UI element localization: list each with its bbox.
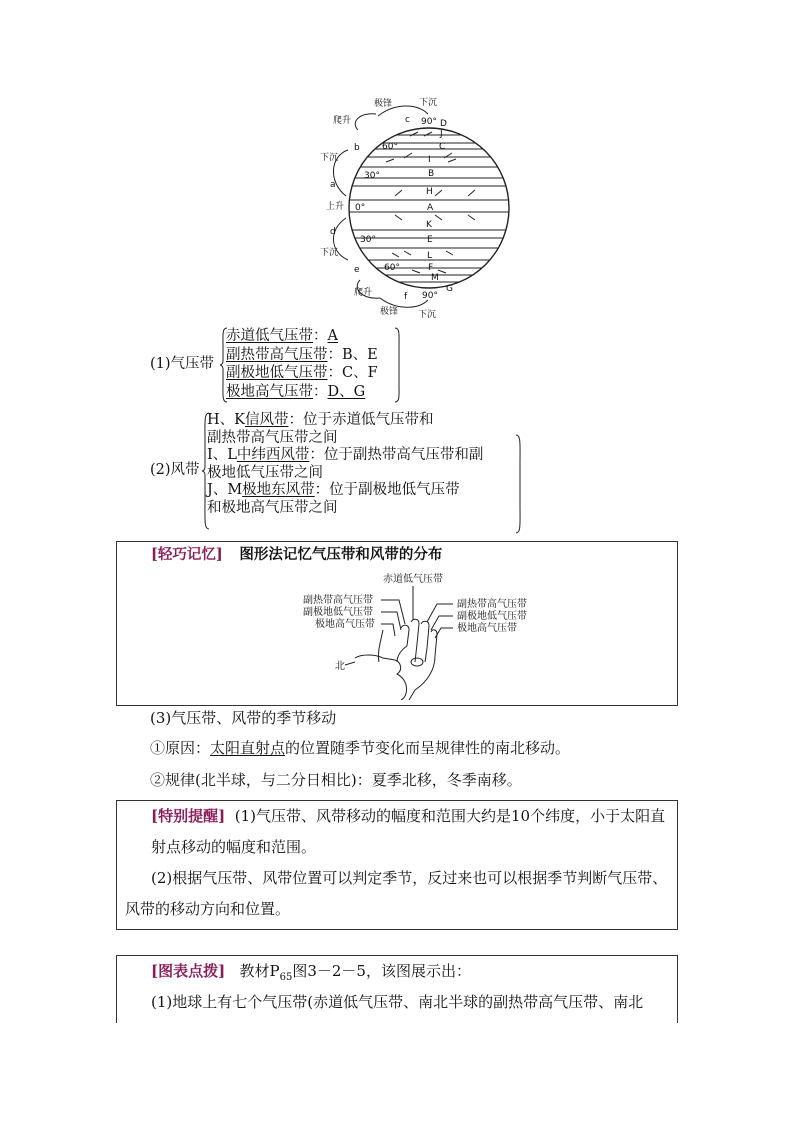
svg-text:I: I <box>428 155 431 165</box>
svg-text:60°: 60° <box>384 263 400 273</box>
chart-note-tag: [图表点拨] <box>151 962 226 980</box>
svg-text:A: A <box>427 203 434 213</box>
tip-para-1: [特别提醒] (1)气压带、风带移动的幅度和范围大约是10个纬度，小于太阳直射点移动的幅度和范围。 <box>151 807 666 856</box>
svg-text:下沉: 下沉 <box>320 248 339 258</box>
svg-text:90°: 90° <box>421 117 437 127</box>
season-shift-reason: ①原因：太阳直射点的位置随季节变化而呈规律性的南北移动。 <box>150 739 571 757</box>
svg-text:H: H <box>426 187 433 197</box>
right-brace <box>515 434 523 534</box>
chart-note-box <box>116 955 678 1023</box>
svg-text:上升: 上升 <box>326 202 345 212</box>
hand-label-north: 北 <box>335 661 345 672</box>
right-brace <box>394 327 402 403</box>
wind-item: I、L中纬西风带：位于副热带高气压带和副 <box>207 447 484 463</box>
svg-text:K: K <box>426 220 432 230</box>
belt-item: 极地高气压带：D、G <box>226 383 366 400</box>
hand-label-left: 极地高气压带 <box>315 619 375 630</box>
hand-label-top: 赤道低气压带 <box>383 574 443 585</box>
svg-text:爬升: 爬升 <box>354 288 373 298</box>
wind-item: H、K信风带：位于赤道低气压带和 <box>207 412 434 428</box>
svg-text:M: M <box>431 273 439 283</box>
season-shift-rule: ②规律(北半球，与二分日相比)：夏季北移，冬季南移。 <box>150 771 522 789</box>
svg-text:a: a <box>330 180 336 190</box>
chart-note-p1: (1)地球上有七个气压带(赤道低气压带、南北半球的副热带高气压带、南北 <box>151 993 644 1011</box>
svg-text:30°: 30° <box>364 171 380 181</box>
svg-text:B: B <box>428 169 435 179</box>
wind-item: J、M极地东风带：位于副极地低气压带 <box>207 482 460 498</box>
svg-text:b: b <box>354 143 360 153</box>
memo-tag: [轻巧记忆] <box>151 546 223 563</box>
tip-para-2: (2)根据气压带、风带位置可以判定季节，反过来也可以根据季节判断气压带、风带的移动方向和位置。 <box>125 869 668 918</box>
pressure-belts-label: (1)气压带 <box>150 356 215 372</box>
hand-diagram <box>297 570 537 700</box>
svg-text:D: D <box>440 119 447 129</box>
svg-text:C: C <box>439 142 446 152</box>
svg-text:极锋: 极锋 <box>374 99 393 109</box>
chart-note-intro: 教材$P_{65}$图3－2－5，该图展示出： <box>239 962 471 983</box>
svg-text:e: e <box>354 265 360 275</box>
svg-text:L: L <box>427 251 433 261</box>
hand-label-right: 副热带高气压带 <box>457 599 527 610</box>
svg-text:爬升: 爬升 <box>333 116 352 126</box>
memo-title: 图形法记忆气压带和风带的分布 <box>239 546 443 563</box>
tip-box <box>116 800 678 930</box>
memo-box <box>116 541 678 706</box>
svg-text:f: f <box>404 292 408 302</box>
svg-text:c: c <box>405 115 410 125</box>
belt-item: 副极地低气压带：C、F <box>226 365 378 381</box>
svg-text:下沉: 下沉 <box>320 153 339 163</box>
belt-item: 赤道低气压带：A <box>226 328 338 344</box>
wind-item-cont: 和极地高气压带之间 <box>207 499 338 516</box>
svg-text:90°: 90° <box>422 291 438 301</box>
hand-label-right: 极地高气压带 <box>457 623 517 634</box>
belt-item: 副热带高气压带：B、E <box>226 346 378 363</box>
globe-diagram <box>300 92 520 324</box>
svg-text:极锋: 极锋 <box>380 307 399 317</box>
svg-text:下沉: 下沉 <box>418 310 437 320</box>
svg-text:J: J <box>440 129 443 139</box>
svg-text:d: d <box>330 227 336 237</box>
svg-text:G: G <box>446 284 453 294</box>
wind-item-cont: 副热带高气压带之间 <box>207 429 338 446</box>
hand-label-right: 副极地低气压带 <box>457 611 527 622</box>
season-shift-title: (3)气压带、风带的季节移动 <box>150 709 337 727</box>
svg-text:0°: 0° <box>355 203 366 213</box>
svg-text:F: F <box>428 263 434 273</box>
svg-text:60°: 60° <box>382 142 398 152</box>
hand-label-left: 副极地低气压带 <box>303 607 373 618</box>
hand-label-left: 副热带高气压带 <box>303 595 373 606</box>
wind-item-cont: 极地低气压带之间 <box>207 464 323 481</box>
svg-text:下沉: 下沉 <box>419 98 438 108</box>
svg-text:30°: 30° <box>360 235 376 245</box>
wind-belts-label: (2)风带 <box>150 462 200 478</box>
svg-text:E: E <box>427 235 433 245</box>
